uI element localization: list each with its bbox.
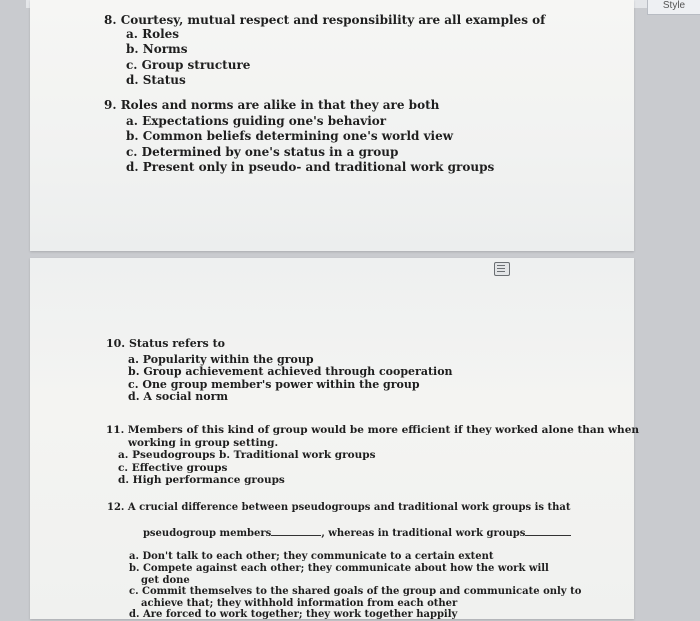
question-11-stem-line1: 11. Members of this kind of group would be more efficient if they worked alone than when bbox=[106, 424, 640, 436]
question-12-stem-line2 bbox=[107, 514, 581, 552]
document-icon[interactable] bbox=[494, 262, 510, 276]
question-11-option-d: d. High performance groups bbox=[118, 474, 285, 486]
question-9 bbox=[104, 98, 494, 176]
question-12 bbox=[107, 502, 581, 621]
question-12-stem-line2b: , whereas in traditional work groups bbox=[321, 528, 526, 540]
question-12-stem-line1: 12. A crucial difference between pseudogroups and traditional work groups is that bbox=[107, 502, 571, 513]
question-12-blank-2 bbox=[525, 525, 571, 536]
question-10-option-c: c. One group member's power within the group bbox=[128, 377, 420, 391]
question-10-option-a: a. Popularity within the group bbox=[128, 352, 314, 366]
question-12-option-d: d. Are forced to work together; they work together happily bbox=[129, 609, 458, 621]
question-11-option-c: c. Effective groups bbox=[118, 461, 228, 474]
question-8 bbox=[104, 13, 545, 89]
question-10-stem: 10. Status refers to bbox=[106, 337, 225, 350]
question-10-option-b: b. Group achievement achieved through cooperation bbox=[128, 365, 453, 378]
question-12-stem-line2a: pseudogroup members bbox=[142, 528, 272, 540]
question-8-option-a: a. Roles bbox=[126, 26, 180, 41]
question-8-option-b: b. Norms bbox=[126, 42, 188, 56]
question-8-option-c: c. Group structure bbox=[126, 57, 251, 72]
question-12-blank-1 bbox=[271, 525, 321, 536]
question-11-option-a: a. Pseudogroups b. Traditional work groups bbox=[118, 449, 376, 461]
question-9-option-c: c. Determined by one's status in a group bbox=[126, 144, 399, 159]
question-9-option-d: d. Present only in pseudo- and traditional work groups bbox=[126, 160, 495, 174]
question-12-option-c-cont: achieve that; they withhold information from each other bbox=[141, 597, 458, 609]
question-8-stem: 8. Courtesy, mutual respect and responsibility are all examples of bbox=[104, 13, 546, 27]
question-9-option-a: a. Expectations guiding one's behavior bbox=[126, 113, 387, 128]
question-8-option-d: d. Status bbox=[126, 73, 186, 87]
question-10-option-d: d. A social norm bbox=[128, 390, 229, 403]
question-12-option-c: c. Commit themselves to the shared goals of the group and communicate only to bbox=[129, 586, 582, 598]
question-11 bbox=[106, 424, 639, 487]
question-12-option-b-cont: get done bbox=[141, 574, 190, 586]
question-10 bbox=[106, 338, 453, 404]
question-12-option-b: b. Compete against each other; they communicate about how the work will bbox=[129, 562, 549, 574]
question-12-option-a: a. Don't talk to each other; they communicate to a certain extent bbox=[129, 551, 494, 563]
style-tab[interactable]: Style bbox=[647, 0, 700, 15]
question-11-stem-line2: working in group setting. bbox=[128, 436, 279, 449]
question-9-stem: 9. Roles and norms are alike in that they are both bbox=[104, 98, 440, 112]
question-9-option-b: b. Common beliefs determining one's world view bbox=[126, 129, 454, 143]
